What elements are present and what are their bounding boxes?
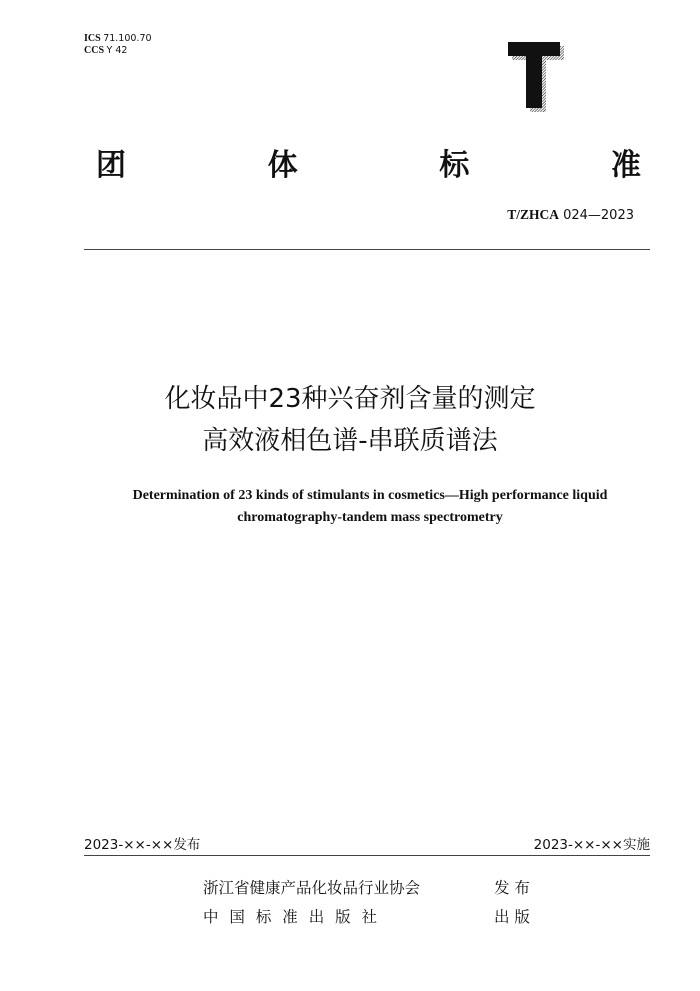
group-standard-t-logo [508, 42, 564, 112]
title-en-line2: chromatography-tandem mass spectrometry [237, 510, 503, 525]
category-char: 准 [610, 148, 641, 183]
category-title [96, 140, 641, 182]
title-zh-line1: 化妆品中23种兴奋剂含量的测定 [164, 384, 536, 414]
ics-value: 71.100.70 [103, 33, 152, 44]
ics-code [84, 33, 152, 45]
ccs-code [84, 45, 152, 57]
implement-date: 2023-××-××实施 [533, 837, 650, 853]
press-name: 中 国 标 准 出 版 社 [203, 908, 378, 926]
bottom-divider [84, 855, 650, 856]
ccs-label: CCS [84, 45, 105, 56]
ccs-value: Y 42 [106, 45, 128, 56]
standard-prefix: T/ZHCA [507, 207, 559, 222]
title-en-line1: Determination of 23 kinds of stimulants in cosmetics—High performance liquid [132, 488, 608, 503]
classification-codes [84, 33, 152, 57]
category-char: 体 [267, 148, 298, 183]
category-char: 标 [439, 148, 470, 183]
top-divider [84, 249, 650, 250]
publisher-role: 发 布 [494, 879, 530, 897]
category-char: 团 [96, 148, 126, 183]
press-role: 出 版 [494, 908, 530, 926]
issue-date: 2023-××-××发布 [84, 837, 201, 853]
publisher-name: 浙江省健康产品化妆品行业协会 [203, 879, 421, 897]
title-zh-line2: 高效液相色谱-串联质谱法 [202, 426, 498, 456]
ics-label: ICS [84, 33, 101, 44]
standard-code: 024—2023 [563, 208, 634, 223]
standard-number [507, 207, 634, 223]
